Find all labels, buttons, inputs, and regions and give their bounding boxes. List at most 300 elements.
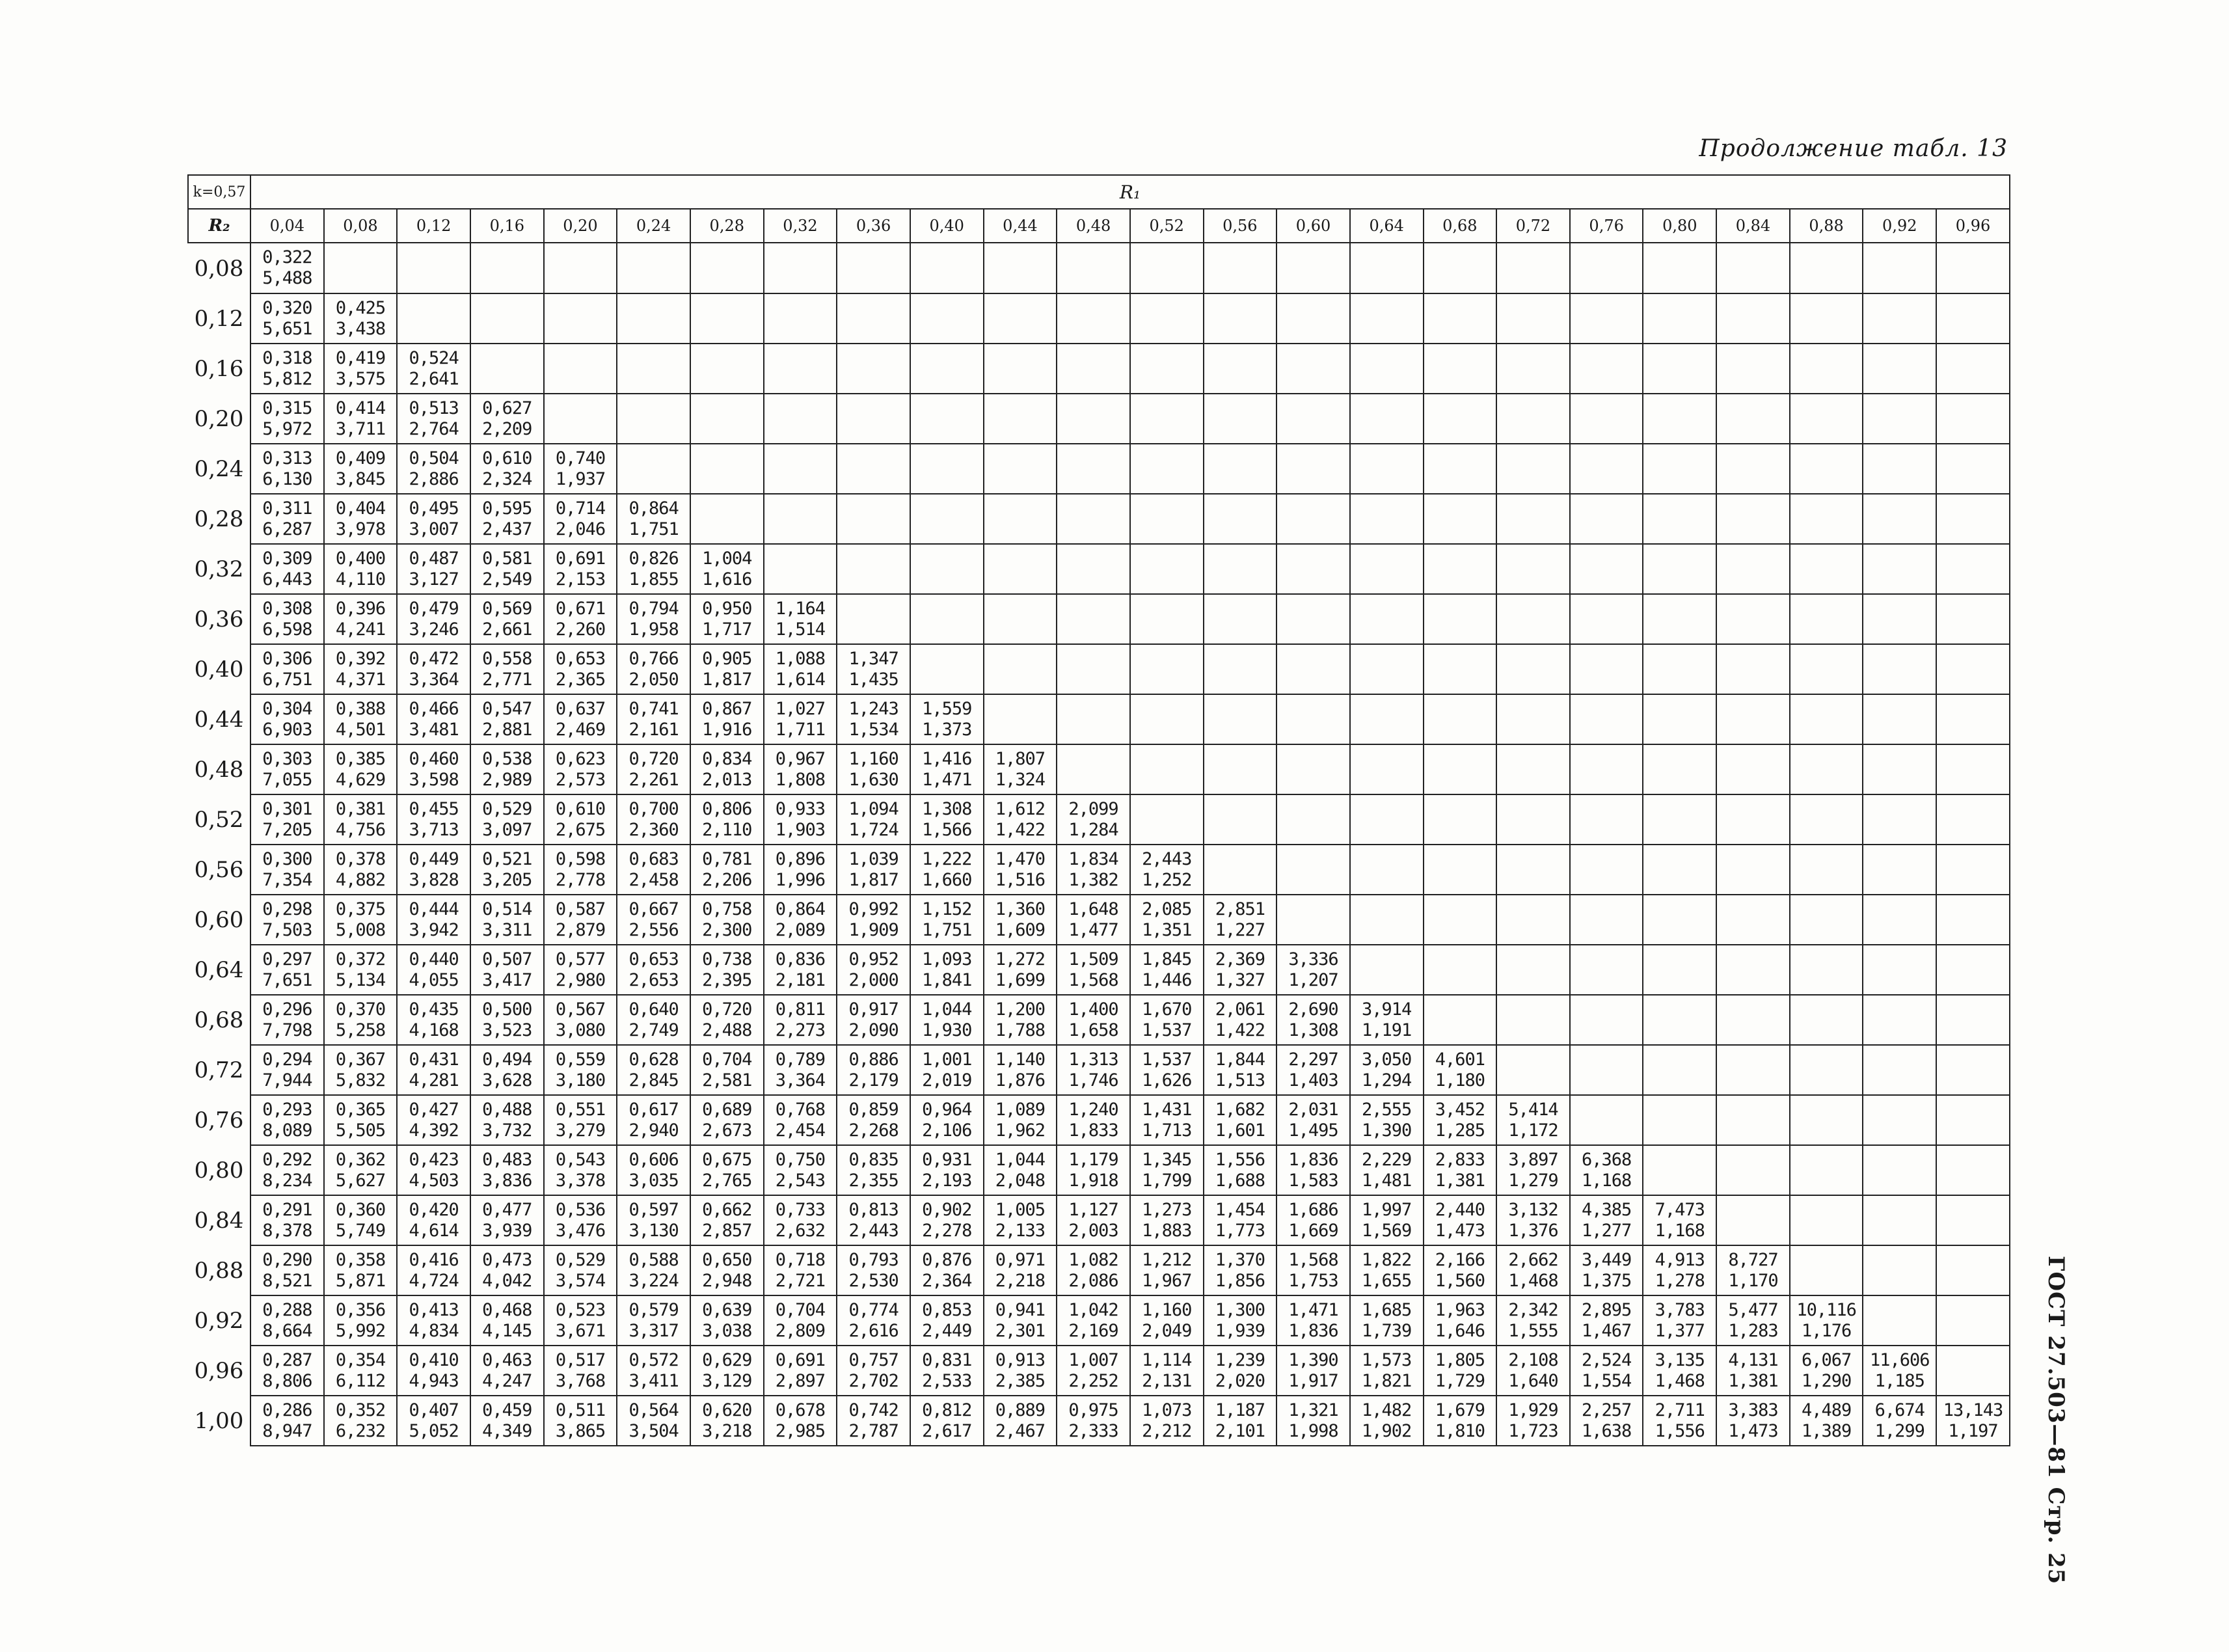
table-row (188, 243, 2010, 293)
empty-cell (837, 594, 910, 644)
upper-value: 2,229 (1362, 1149, 1412, 1170)
lower-value: 2,000 (848, 969, 898, 990)
r2-row-label: 0,08 (188, 243, 250, 293)
value-cell (764, 644, 837, 694)
value-cell (544, 845, 617, 895)
value-cell (544, 1396, 617, 1446)
value-cell (910, 1045, 984, 1095)
value-cell (984, 1346, 1057, 1396)
upper-value: 0,354 (335, 1349, 386, 1370)
upper-value: 0,610 (555, 798, 606, 819)
table-row (188, 1396, 2010, 1446)
value-cell (324, 594, 398, 644)
value-cell (1057, 1396, 1130, 1446)
lower-value: 2,764 (409, 418, 459, 439)
empty-cell (1716, 845, 1790, 895)
value-cell (1496, 1145, 1570, 1195)
empty-cell (1057, 544, 1130, 594)
lower-value: 2,617 (922, 1420, 972, 1441)
empty-cell (1863, 644, 1936, 694)
coefficient-table (187, 174, 2010, 1446)
empty-cell (1424, 845, 1497, 895)
upper-value: 1,243 (848, 698, 898, 719)
upper-value: 0,322 (262, 247, 312, 267)
value-cell (250, 744, 324, 794)
empty-cell (1643, 1045, 1716, 1095)
upper-value: 0,640 (628, 999, 679, 1020)
value-cell (910, 1295, 984, 1346)
lower-value: 2,252 (1068, 1370, 1118, 1391)
lower-value: 1,998 (1288, 1420, 1338, 1441)
value-cell (470, 1095, 544, 1145)
value-cell (397, 1145, 470, 1195)
empty-cell (1277, 845, 1350, 895)
empty-cell (1424, 744, 1497, 794)
upper-value: 0,587 (555, 899, 606, 919)
lower-value: 1,773 (1215, 1220, 1265, 1241)
empty-cell (1790, 644, 1863, 694)
upper-value: 2,662 (1508, 1249, 1558, 1270)
value-cell (690, 995, 764, 1045)
lower-value: 1,560 (1435, 1270, 1485, 1291)
upper-value: 0,620 (702, 1400, 752, 1420)
lower-value: 7,205 (262, 819, 312, 840)
table-row (188, 1195, 2010, 1245)
upper-value: 0,288 (262, 1299, 312, 1320)
value-cell (1057, 1195, 1130, 1245)
upper-value: 1,088 (775, 648, 826, 669)
upper-value: 0,597 (628, 1199, 679, 1220)
value-cell (324, 945, 398, 995)
empty-cell (1057, 394, 1130, 444)
value-cell (544, 544, 617, 594)
value-cell (690, 644, 764, 694)
lower-value: 3,438 (335, 318, 386, 339)
upper-value: 0,514 (482, 899, 532, 919)
header-row-columns (188, 209, 2010, 243)
lower-value: 1,753 (1288, 1270, 1338, 1291)
upper-value: 0,629 (702, 1349, 752, 1370)
upper-value: 1,212 (1142, 1249, 1192, 1270)
lower-value: 5,627 (335, 1170, 386, 1191)
r2-axis-label: R₂ (188, 209, 250, 243)
upper-value: 1,272 (995, 949, 1046, 969)
value-cell (1570, 1245, 1643, 1295)
empty-cell (984, 293, 1057, 344)
empty-cell (1936, 1245, 2010, 1295)
empty-cell (1716, 694, 1790, 744)
upper-value: 0,650 (702, 1249, 752, 1270)
upper-value: 0,941 (995, 1299, 1046, 1320)
value-cell (1130, 1295, 1204, 1346)
r1-column-header: 0,24 (617, 209, 690, 243)
upper-value: 7,473 (1655, 1199, 1705, 1220)
value-cell (690, 1095, 764, 1145)
lower-value: 1,916 (702, 719, 752, 740)
lower-value: 1,967 (1142, 1270, 1192, 1291)
value-cell (984, 1245, 1057, 1295)
upper-value: 1,073 (1142, 1400, 1192, 1420)
value-cell (250, 494, 324, 544)
empty-cell (1716, 444, 1790, 494)
lower-value: 4,392 (409, 1120, 459, 1141)
upper-value: 4,489 (1801, 1400, 1852, 1420)
lower-value: 3,317 (628, 1320, 679, 1341)
value-cell (544, 1245, 617, 1295)
value-cell (910, 1195, 984, 1245)
value-cell (1496, 1295, 1570, 1346)
upper-value: 0,718 (775, 1249, 826, 1270)
value-cell (470, 1295, 544, 1346)
value-cell (1424, 1396, 1497, 1446)
upper-value: 0,419 (335, 347, 386, 368)
value-cell (470, 544, 544, 594)
value-cell (470, 394, 544, 444)
upper-value: 1,559 (922, 698, 972, 719)
value-cell (470, 845, 544, 895)
r1-column-header: 0,40 (910, 209, 984, 243)
empty-cell (617, 394, 690, 444)
upper-value: 0,306 (262, 648, 312, 669)
upper-value: 0,595 (482, 498, 532, 519)
lower-value: 6,130 (262, 468, 312, 489)
value-cell (617, 1145, 690, 1195)
empty-cell (910, 243, 984, 293)
empty-cell (1204, 444, 1277, 494)
lower-value: 3,218 (702, 1420, 752, 1441)
upper-value: 0,500 (482, 999, 532, 1020)
empty-cell (1643, 945, 1716, 995)
value-cell (910, 995, 984, 1045)
upper-value: 0,853 (922, 1299, 972, 1320)
upper-value: 0,517 (555, 1349, 606, 1370)
empty-cell (1424, 394, 1497, 444)
lower-value: 7,354 (262, 869, 312, 890)
lower-value: 4,943 (409, 1370, 459, 1391)
lower-value: 1,808 (775, 769, 826, 790)
lower-value: 1,172 (1508, 1120, 1558, 1141)
upper-value: 3,914 (1362, 999, 1412, 1020)
lower-value: 1,534 (848, 719, 898, 740)
lower-value: 2,261 (628, 769, 679, 790)
upper-value: 0,905 (702, 648, 752, 669)
upper-value: 0,297 (262, 949, 312, 969)
empty-cell (910, 293, 984, 344)
empty-cell (1496, 544, 1570, 594)
empty-cell (1570, 394, 1643, 444)
upper-value: 0,291 (262, 1199, 312, 1220)
lower-value: 1,810 (1435, 1420, 1485, 1441)
upper-value: 2,833 (1435, 1149, 1485, 1170)
upper-value: 5,477 (1728, 1299, 1778, 1320)
empty-cell (1424, 694, 1497, 744)
value-cell (470, 1145, 544, 1195)
empty-cell (1790, 293, 1863, 344)
value-cell (324, 1145, 398, 1195)
empty-cell (1130, 644, 1204, 694)
lower-value: 3,246 (409, 619, 459, 640)
value-cell (250, 1396, 324, 1446)
upper-value: 1,807 (995, 748, 1046, 769)
value-cell (1790, 1396, 1863, 1446)
upper-value: 0,835 (848, 1149, 898, 1170)
header-row-r1 (188, 175, 2010, 209)
empty-cell (1936, 644, 2010, 694)
empty-cell (1277, 344, 1350, 394)
upper-value: 0,404 (335, 498, 386, 519)
upper-value: 0,741 (628, 698, 679, 719)
lower-value: 6,112 (335, 1370, 386, 1391)
lower-value: 2,193 (922, 1170, 972, 1191)
r2-row-label: 0,60 (188, 895, 250, 945)
lower-value: 1,876 (995, 1070, 1046, 1090)
lower-value: 3,481 (409, 719, 459, 740)
upper-value: 3,897 (1508, 1149, 1558, 1170)
empty-cell (1716, 293, 1790, 344)
value-cell (764, 1245, 837, 1295)
empty-cell (1643, 845, 1716, 895)
lower-value: 1,569 (1362, 1220, 1412, 1241)
upper-value: 0,356 (335, 1299, 386, 1320)
lower-value: 8,806 (262, 1370, 312, 1391)
empty-cell (1643, 995, 1716, 1045)
empty-cell (1350, 744, 1424, 794)
upper-value: 0,720 (702, 999, 752, 1020)
value-cell (1057, 1145, 1130, 1195)
empty-cell (1496, 644, 1570, 694)
value-cell (690, 1396, 764, 1446)
empty-cell (1790, 1145, 1863, 1195)
upper-value: 0,637 (555, 698, 606, 719)
upper-value: 1,556 (1215, 1149, 1265, 1170)
empty-cell (1790, 494, 1863, 544)
upper-value: 0,623 (555, 748, 606, 769)
value-cell (1204, 995, 1277, 1045)
value-cell (250, 293, 324, 344)
value-cell (470, 1245, 544, 1295)
lower-value: 2,581 (702, 1070, 752, 1090)
lower-value: 1,473 (1435, 1220, 1485, 1241)
lower-value: 1,658 (1068, 1020, 1118, 1040)
value-cell (1350, 1095, 1424, 1145)
value-cell (1424, 1346, 1497, 1396)
value-cell (1424, 1145, 1497, 1195)
table-row (188, 444, 2010, 494)
lower-value: 2,273 (775, 1020, 826, 1040)
upper-value: 1,152 (922, 899, 972, 919)
upper-value: 1,682 (1215, 1099, 1265, 1120)
value-cell (764, 895, 837, 945)
lower-value: 3,598 (409, 769, 459, 790)
lower-value: 1,376 (1508, 1220, 1558, 1241)
lower-value: 2,437 (482, 519, 532, 539)
empty-cell (1716, 544, 1790, 594)
value-cell (764, 1095, 837, 1145)
empty-cell (1350, 794, 1424, 845)
empty-cell (1936, 293, 2010, 344)
lower-value: 3,939 (482, 1220, 532, 1241)
upper-value: 0,362 (335, 1149, 386, 1170)
empty-cell (1570, 644, 1643, 694)
empty-cell (617, 344, 690, 394)
lower-value: 4,629 (335, 769, 386, 790)
upper-value: 2,342 (1508, 1299, 1558, 1320)
lower-value: 1,856 (1215, 1270, 1265, 1291)
empty-cell (1716, 594, 1790, 644)
lower-value: 4,055 (409, 969, 459, 990)
lower-value: 1,930 (922, 1020, 972, 1040)
value-cell (544, 444, 617, 494)
upper-value: 0,933 (775, 798, 826, 819)
value-cell (470, 694, 544, 744)
value-cell (324, 845, 398, 895)
empty-cell (1570, 945, 1643, 995)
lower-value: 3,279 (555, 1120, 606, 1141)
value-cell (910, 895, 984, 945)
upper-value: 1,222 (922, 848, 972, 869)
upper-value: 0,667 (628, 899, 679, 919)
lower-value: 2,469 (555, 719, 606, 740)
lower-value: 3,097 (482, 819, 532, 840)
value-cell (324, 1396, 398, 1446)
lower-value: 3,978 (335, 519, 386, 539)
upper-value: 0,513 (409, 398, 459, 418)
lower-value: 1,568 (1068, 969, 1118, 990)
upper-value: 0,931 (922, 1149, 972, 1170)
value-cell (1204, 1145, 1277, 1195)
empty-cell (984, 494, 1057, 544)
empty-cell (1790, 243, 1863, 293)
lower-value: 2,533 (922, 1370, 972, 1391)
upper-value: 0,886 (848, 1049, 898, 1070)
lower-value: 1,446 (1142, 969, 1192, 990)
empty-cell (1716, 344, 1790, 394)
upper-value: 0,704 (775, 1299, 826, 1320)
lower-value: 2,209 (482, 418, 532, 439)
upper-value: 1,004 (702, 548, 752, 569)
lower-value: 1,711 (775, 719, 826, 740)
lower-value: 2,169 (1068, 1320, 1118, 1341)
value-cell (397, 895, 470, 945)
lower-value: 6,903 (262, 719, 312, 740)
upper-value: 0,304 (262, 698, 312, 719)
empty-cell (1496, 995, 1570, 1045)
lower-value: 1,688 (1215, 1170, 1265, 1191)
value-cell (690, 1245, 764, 1295)
lower-value: 2,749 (628, 1020, 679, 1040)
empty-cell (837, 494, 910, 544)
upper-value: 1,482 (1362, 1400, 1412, 1420)
value-cell (617, 945, 690, 995)
upper-value: 0,967 (775, 748, 826, 769)
upper-value: 0,742 (848, 1400, 898, 1420)
value-cell (1643, 1245, 1716, 1295)
lower-value: 2,020 (1215, 1370, 1265, 1391)
lower-value: 1,937 (555, 468, 606, 489)
lower-value: 1,191 (1362, 1020, 1412, 1040)
value-cell (617, 1095, 690, 1145)
lower-value: 1,390 (1362, 1120, 1412, 1141)
value-cell (324, 344, 398, 394)
lower-value: 3,411 (628, 1370, 679, 1391)
lower-value: 2,809 (775, 1320, 826, 1341)
upper-value: 1,093 (922, 949, 972, 969)
lower-value: 2,573 (555, 769, 606, 790)
value-cell (1570, 1295, 1643, 1346)
upper-value: 0,352 (335, 1400, 386, 1420)
upper-value: 0,420 (409, 1199, 459, 1220)
lower-value: 2,886 (409, 468, 459, 489)
lower-value: 1,903 (775, 819, 826, 840)
lower-value: 4,145 (482, 1320, 532, 1341)
lower-value: 4,501 (335, 719, 386, 740)
value-cell (397, 1045, 470, 1095)
lower-value: 1,713 (1142, 1120, 1192, 1141)
value-cell (764, 1195, 837, 1245)
upper-value: 1,160 (1142, 1299, 1192, 1320)
empty-cell (837, 344, 910, 394)
upper-value: 2,099 (1068, 798, 1118, 819)
value-cell (1424, 1295, 1497, 1346)
empty-cell (1643, 243, 1716, 293)
k-label: k=0,57 (188, 175, 250, 209)
empty-cell (1277, 444, 1350, 494)
lower-value: 1,609 (995, 919, 1046, 940)
empty-cell (910, 644, 984, 694)
empty-cell (690, 394, 764, 444)
empty-cell (1204, 794, 1277, 845)
value-cell (764, 995, 837, 1045)
lower-value: 2,879 (555, 919, 606, 940)
value-cell (837, 794, 910, 845)
lower-value: 3,713 (409, 819, 459, 840)
empty-cell (1130, 243, 1204, 293)
value-cell (1496, 1195, 1570, 1245)
upper-value: 0,577 (555, 949, 606, 969)
empty-cell (1570, 744, 1643, 794)
upper-value: 0,653 (555, 648, 606, 669)
standard-page-label: ГОСТ 27.503—81 Стр. 25 (2043, 1256, 2069, 1585)
value-cell (250, 1295, 324, 1346)
value-cell (984, 744, 1057, 794)
value-cell (1496, 1346, 1570, 1396)
lower-value: 2,003 (1068, 1220, 1118, 1241)
empty-cell (1790, 1095, 1863, 1145)
upper-value: 0,691 (555, 548, 606, 569)
lower-value: 4,371 (335, 669, 386, 690)
upper-value: 0,567 (555, 999, 606, 1020)
lower-value: 2,268 (848, 1120, 898, 1141)
upper-value: 1,239 (1215, 1349, 1265, 1370)
value-cell (324, 544, 398, 594)
value-cell (1057, 1295, 1130, 1346)
upper-value: 2,555 (1362, 1099, 1412, 1120)
value-cell (324, 895, 398, 945)
value-cell (324, 293, 398, 344)
value-cell (250, 1245, 324, 1295)
r1-column-header: 0,04 (250, 209, 324, 243)
value-cell (470, 995, 544, 1045)
lower-value: 2,467 (995, 1420, 1046, 1441)
lower-value: 3,130 (628, 1220, 679, 1241)
empty-cell (1496, 344, 1570, 394)
r2-row-label: 0,48 (188, 744, 250, 794)
upper-value: 1,300 (1215, 1299, 1265, 1320)
lower-value: 2,675 (555, 819, 606, 840)
lower-value: 2,179 (848, 1070, 898, 1090)
value-cell (910, 1095, 984, 1145)
value-cell (690, 594, 764, 644)
